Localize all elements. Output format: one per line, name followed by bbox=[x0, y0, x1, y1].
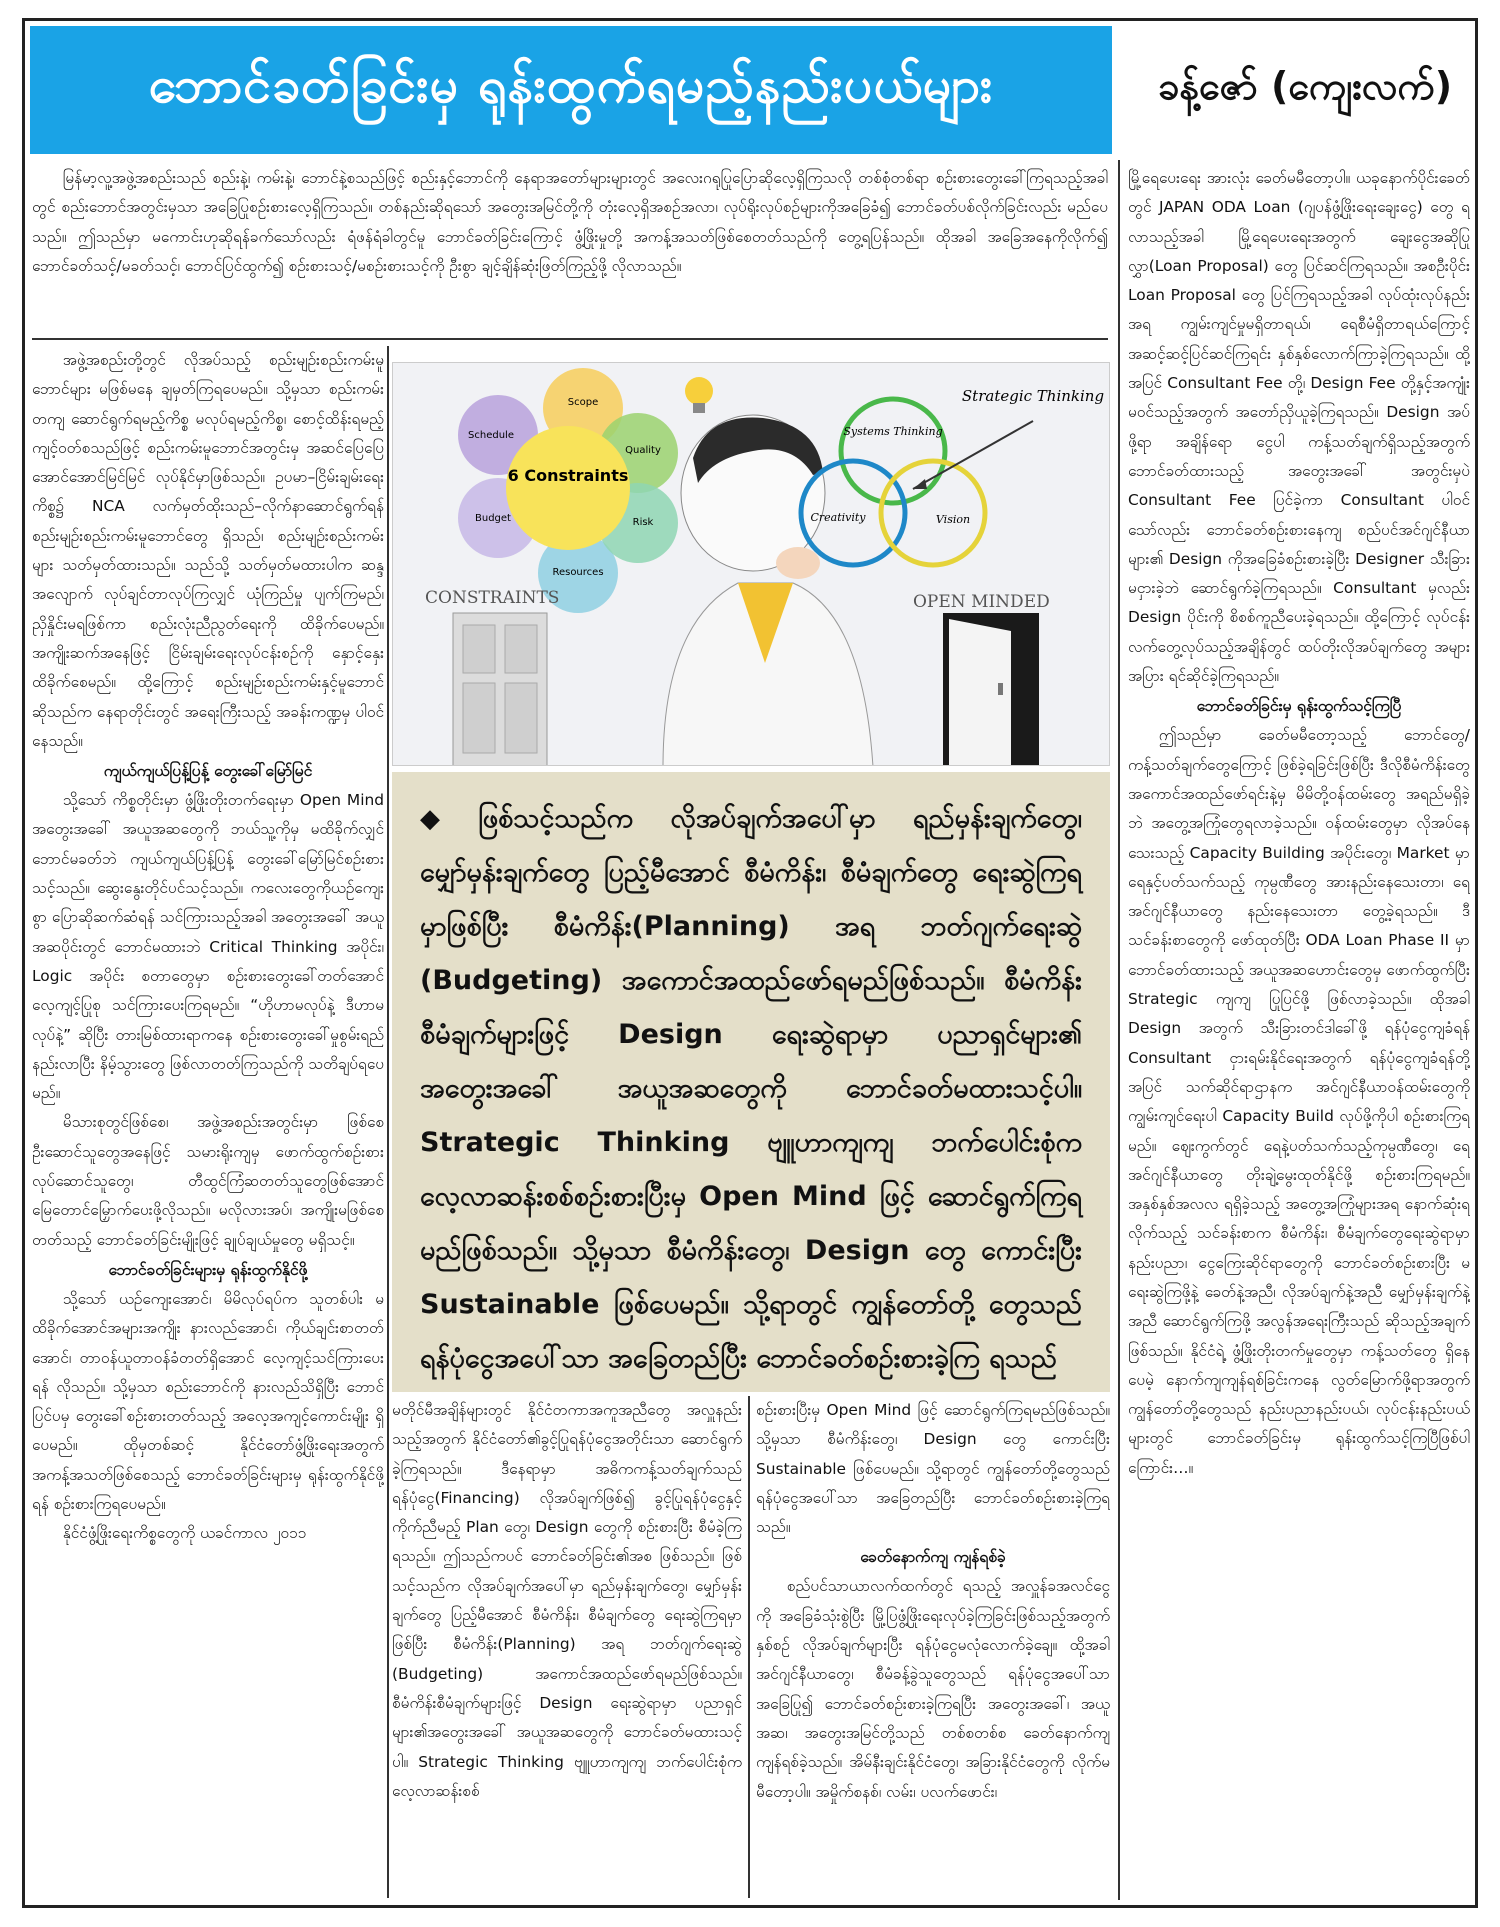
diamond-bullet-icon: ◆ bbox=[420, 804, 469, 834]
column-divider-2 bbox=[748, 1396, 750, 1898]
constraints-center-label: 6 Constraints bbox=[507, 466, 629, 485]
col2-para: မတိုင်မီအချိန်များတွင် နိုင်ငံတကာအကူအညီတွေ အလှူနည်းသည့်အတွက် နိုင်ငံတော်၏ခွင့်ပြုရန်ပုံငွေအတိုင်းသာ ဆောင်ရွက်ခဲ့ကြရသည်။ ဒီနေရာမှာ အဓိကကန့်သတ်ချက်သည် ရန်ပုံငွေ(Financing) လိုအပ်ချက်ဖြစ်၍ ခွင့်ပြုရန်ပုံငွေနှင့် ကိုက်ညီမည့် Plan တွေ၊ Design တွေကို စဉ်းစားပြီး စီမံခဲ့ကြရသည်။ ဤသည်ကပင် ဘောင်ခတ်ခြင်း၏အစ ဖြစ်သည်။ ဖြစ်သင့်သည်က လိုအပ်ချက်အပေါ်မှာ ရည်မှန်းချက်တွေ၊ မျှော်မှန်းချက်တွေ ပြည့်မီအောင် စီမံကိန်း၊ စီမံချက်တွေ ရေးဆွဲကြရမှာဖြစ်ပြီး စီမံကိန်း(Planning) အရ ဘတ်ဂျက်ရေးဆွဲ (Budgeting) အကောင်အထည်ဖော်ရမည်ဖြစ်သည်။ စီမံကိန်းစီမံချက်များဖြင့် Design ရေးဆွဲရာမှာ ပညာရှင်များ၏အတွေးအခေါ် အယူအဆတွေကို ဘောင်ခတ်မထားသင့်ပါ။ Strategic Thinking ဗျူဟာကျကျ ဘက်ပေါင်းစုံက လေ့လာဆန်းစစ် bbox=[392, 1401, 742, 1800]
petal-label: Scope bbox=[567, 397, 599, 408]
petal-label: Resources bbox=[552, 567, 604, 578]
closed-door bbox=[453, 613, 547, 766]
column-4 bbox=[1128, 164, 1470, 1898]
column-divider-1 bbox=[387, 346, 389, 1898]
column-1 bbox=[32, 346, 384, 1898]
lead-divider bbox=[32, 338, 1108, 340]
col3-para: စည်ပင်သာယာလက်ထက်တွင် ရသည့် အလှူန်ခအလင်ငွေကို အခြေခံသုံးစွဲပြီး မြို့ပြဖွံ့ဖြိုးရေးလုပ်ခဲ့ကြခြင်းဖြစ်သည့်အတွက် နှစ်စဉ် လိုအပ်ချက်များပြီး ရန်ပုံငွေမလုံလောက်ခဲ့ချေ။ ထို့အခါ အင်ဂျင်နီယာတွေ၊ စီမံခန့်ခွဲသူတွေသည် ရန်ပုံငွေအပေါ်သာအခြေပြု၍ ဘောင်ခတ်စဉ်းစားခဲ့ကြရပြီး အတွေးအခေါ်၊ အယူအဆ၊ အတွေးအမြင်တို့သည် တစ်စတစ်စ ခေတ်နောက်ကျ ကျန်ရစ်ခဲ့သည်။ အိမ်နီးချင်းနိုင်ငံတွေ၊ အခြားနိုင်ငံတွေကို လိုက်မမီတော့ပါ။ အမှိုက်စနစ်၊ လမ်း၊ ပလက်ဖောင်း၊ bbox=[756, 1577, 1110, 1801]
col1-para: မိသားစုတွင်ဖြစ်စေ၊ အဖွဲ့အစည်းအတွင်းမှာ ဖြစ်စေ ဦးဆောင်သူတွေအနေဖြင့် သမားရိုးကျမှ ဖောက်ထွက်စဉ်းစားလုပ်ဆောင်သူတွေ၊ တီထွင်ကြံဆတတ်သူတွေဖြစ်အောင် မြေတောင်မြှောက်ပေးဖို့လိုသည်။ မလိုလားအပ်၊ အကျိုးမဖြစ်စေတတ်သည့် ဘောင်ခတ်ခြင်းမျိုးဖြင့် ချုပ်ချယ်မှုတွေ မရှိသင့်။ bbox=[32, 1113, 384, 1249]
pull-quote bbox=[392, 772, 1110, 1392]
petal-label: Budget bbox=[475, 513, 511, 524]
col1-para: အဖွဲ့အစည်းတို့တွင် လိုအပ်သည့် စည်းမျဉ်းစည်းကမ်းမူဘောင်များ မဖြစ်မနေ ချမှတ်ကြရပေမည်။ သို့မှသာ စည်းကမ်းတကျ ဆောင်ရွက်ရမည့်ကိစ္စ မလုပ်ရမည့်ကိစ္စ၊ စောင့်ထိန်းရမည့်ကျင့်ဝတ်စသည်ဖြင့် စည်းကမ်းမူဘောင်အတွင်းမှ အဆင်ပြေပြေ အောင်အောင်မြင်မြင် လုပ်နိုင်မှာဖြစ်သည်။ ဥပမာ–ငြိမ်းချမ်းရေးကိစ္စ၌ NCA လက်မှတ်ထိုးသည်–လိုက်နာဆောင်ရွက်ရန် စည်းမျဉ်းစည်းကမ်းမူဘောင်တွေ ရှိသည်၊ စည်းမျဉ်းစည်းကမ်းများ သတ်မှတ်ထားသည်။ သည်သို့ သတ်မှတ်မထားပါက ဆန္ဒအလျောက် လုပ်ချင်တာလုပ်ကြလျှင် ယုံကြည်မှု ပျက်ကြမည်၊ ညှိနှိုင်းမရဖြစ်ကာ စည်းလုံးညီညွတ်ရေးကို ထိခိုက်ပေမည်။ အကျိုးဆက်အနေဖြင့် ငြိမ်းချမ်းရေးလုပ်ငန်းစဉ်ကို နှောင့်နှေးထိခိုက်စေမည်။ ထို့ကြောင့် စည်းမျဉ်းစည်းကမ်းနှင့်မူဘောင်ဆိုသည်က နေရာတိုင်းတွင် အရေးကြီးသည့် အခန်းကဏ္ဍမှ ပါဝင်နေသည်။ bbox=[32, 351, 384, 750]
systems-label: Systems Thinking bbox=[843, 425, 943, 438]
col1-para: သို့သော် ယဉ်ကျေးအောင်၊ မိမိလုပ်ရပ်က သူတစ်ပါး မထိခိုက်အောင်အများအကျိုး နားလည်အောင်၊ ကိုယ်ချင်းစာတတ်အောင်၊ တာဝန်ယူတာဝန်ခံတတ်ရှိအောင် လေ့ကျင့်သင်ကြားပေးရန် လိုသည်။ သို့မှသာ စည်းဘောင်ကို နားလည်သိရှိပြီး ဘောင်ပြင်ပမှ တွေးခေါ်စဉ်းစားတတ်သည့် အလေ့အကျင့်ကောင်းမျိုး ရှိပေမည်။ ထိုမှတစ်ဆင့် နိုင်ငံတော်ဖွံ့ဖြိုးရေးအတွက် အကန့်အသတ်ဖြစ်စေသည့် ဘောင်ခတ်ခြင်းများမှ ရုန်းထွက်နိုင်ဖို့ရန် စဉ်းစားကြရပေမည်။ bbox=[32, 1289, 384, 1513]
petal-label: Quality bbox=[625, 445, 661, 456]
strategic-label: Strategic Thinking bbox=[961, 387, 1105, 405]
illustration bbox=[392, 362, 1110, 766]
column-3 bbox=[756, 1396, 1110, 1898]
petal-label: Schedule bbox=[468, 430, 514, 441]
illustration-svg bbox=[393, 363, 1110, 766]
col1-subheading: ကျယ်ကျယ်ပြန့်ပြန့် တွေးခေါ်မြော်မြင် bbox=[103, 762, 313, 781]
creativity-label: Creativity bbox=[810, 511, 866, 524]
col1-para: နိုင်ငံဖွံ့ဖြိုးရေးကိစ္စတွေကို ယခင်ကာလ ၂၀၁၁ bbox=[62, 1524, 307, 1543]
headline-banner bbox=[30, 26, 1112, 154]
vision-label: Vision bbox=[935, 513, 971, 526]
lead-paragraph bbox=[32, 164, 1108, 332]
column-2 bbox=[392, 1396, 742, 1898]
col1-para: သို့သော် ကိစ္စတိုင်းမှာ ဖွံ့ဖြိုးတိုးတက်ရေးမှာ Open Mind အတွေးအခေါ် အယူအဆတွေကို ဘယ်သူ့ကိုမှ မထိခိုက်လျှင် ဘောင်မခတ်ဘဲ ကျယ်ကျယ်ပြန့်ပြန့် တွေးခေါ်မြော်မြင်စဉ်းစားသင့်သည်။ ဆွေးနွေးတိုင်ပင်သင့်သည်။ ကလေးတွေကိုယဉ်ကျေးစွာ ပြောဆိုဆက်ဆံရန် သင်ကြားသည့်အခါ အတွေးအခေါ် အယူအဆပိုင်းတွင် ဘောင်မထားဘဲ Critical Thinking အပိုင်း၊ Logic အပိုင်း စတာတွေမှာ စဉ်းစားတွေးခေါ်တတ်အောင် လေ့ကျင့်ပြုစု သင်ကြားပေးကြရမည်။ “ဟိုဟာမလုပ်နဲ့ ဒီဟာမလုပ်နဲ့” ဆိုပြီး တားမြစ်ထားရာကနေ စဉ်းစားတွေးခေါ်မှုစွမ်းရည် နည်းလာပြီး နိမ့်သွားတွေ ဖြစ်လာတတ်ကြသည်ကို သတိချပ်ရပေမည်။ bbox=[32, 791, 384, 1103]
open-door bbox=[943, 613, 1039, 766]
open-minded-label: OPEN MINDED bbox=[913, 592, 1050, 612]
col3-subheading: ခေတ်နောက်ကျ ကျန်ရစ်ခဲ့ bbox=[860, 1548, 1006, 1567]
col1-subheading: ဘောင်ခတ်ခြင်းများမှ ရုန်းထွက်နိုင်ဖို့ bbox=[108, 1260, 308, 1279]
lead-text: မြန်မာ့လူ့အဖွဲ့အစည်းသည် စည်းနဲ့၊ ကမ်းနဲ့၊ ဘောင်နဲ့စသည်ဖြင့် စည်းနှင့်ဘောင်ကို နေရာအတော်များများတွင် အလေးဂရုပြုပြောဆိုလေ့ရှိကြသလို တစ်စုံတစ်ရာ စဉ်းစားတွေးခေါ်ကြရသည့်အခါတွင် စည်းဘောင်အတွင်းမှသာ အခြေပြုစဉ်းစားလေ့ရှိကြသည်။ တစ်နည်းဆိုရသော် အတွေးအမြင်တို့ကို တုံးလေ့ရှိအစဉ်အလာ၊ လုပ်ရိုးလုပ်စဉ်များကိုအခြေခံ၍ ဘောင်ခတ်ပစ်လိုက်ခြင်းလည်း မည်ပေသည်။ ဤသည်မှာ မကောင်းဟုဆိုရန်ခက်သော်လည်း ရံဖန်ရံခါတွင်မူ ဘောင်ခတ်ခြင်းကြောင့် ဖွံ့ဖြိုးမှုတို့ အကန့်အသတ်ဖြစ်စေတတ်သည်ကို တွေ့ရပြန်သည်။ ထိုအခါ အခြေအနေကိုလိုက်၍ ဘောင်ခတ်သင့်/မခတ်သင့်၊ ဘောင်ပြင်ထွက်၍ စဉ်းစားသင့်/မစဉ်းစားသင့်ကို ဦးစွာ ချင့်ချိန်ဆုံးဖြတ်ကြည့်ဖို့ လိုလာသည်။ bbox=[32, 169, 1108, 275]
col4-para: ဤသည်မှာ ခေတ်မမီတော့သည့် ဘောင်တွေ/ ကန့်သတ်ချက်တွေကြောင့် ဖြစ်ခဲ့ရခြင်းဖြစ်ပြီး ဒီလိုစီမံကိန်းတွေ အကောင်အထည်ဖော်ရင်းနဲ့မှ မိမိတို့ဝန်ထမ်းတွေ အရည်မရှိခဲ့ဘဲ အတွေ့အကြုံတွေရလာခဲ့သည်။ ဝန်ထမ်းတွေမှာ လိုအပ်နေသေးသည့် Capacity Building အပိုင်းတွေ၊ Market မှာရေနှင့်ပတ်သက်သည့် ကုမ္ပဏီတွေ အားနည်းနေသေးတာ၊ ရေအင်ဂျင်နီယာတွေ နည်းနေသေးတာ တွေ့ခဲ့ရသည်။ ဒီသင်ခန်းစာတွေကို ဖော်ထုတ်ပြီး ODA Loan Phase II မှာ ဘောင်ခတ်ထားသည့် အယူအဆဟောင်းတွေမှ ဖောက်ထွက်ပြီး Strategic ကျကျ ပြုပြင်ဖို့ ဖြစ်လာခဲ့သည်။ ထိုအခါ Design အတွက် သီးခြားတင်ဒါခေါ်ဖို့ ရန်ပုံငွေကျခံရန် Consultant ငှားရမ်းနိုင်ရေးအတွက် ရန်ပုံငွေကျခံရန်တို့အပြင် သက်ဆိုင်ရာဌာနက အင်ဂျင်နီယာဝန်ထမ်းတွေကို ကျွမ်းကျင်ရေးပါ Capacity Build လုပ်ဖို့ကိုပါ စဉ်းစားကြရမည်။ ဈေးကွက်တွင် ရေနဲ့ပတ်သက်သည့်ကုမ္ပဏီတွေ၊ ရေအင်ဂျင်နီယာတွေ တိုးချဲ့မွေးထုတ်နိုင်ဖို့ စဉ်းစားကြရမည်။ အနှစ်နှစ်အလလ ရရှိခဲ့သည့် အတွေ့အကြုံများအရ နောက်ဆုံးရလိုက်သည့် သင်ခန်းစာက စီမံကိန်း၊ စီမံချက်တွေရေးဆွဲရာမှာ နည်းပညာ၊ ငွေကြေးဆိုင်ရာတွေကို ဘောင်ခတ်စဉ်းစားပြီး မရေးဆွဲကြဖို့နဲ့ ခေတ်နဲ့အညီ၊ လိုအပ်ချက်နဲ့အညီ မျှော်မှန်းချက်နဲ့အညီ ဆောင်ရွက်ကြဖို့ အလွန်အရေးကြီးသည် ဆိုသည့်အချက်ဖြစ်သည်။ နိုင်ငံရဲ့ ဖွံ့ဖြိုးတိုးတက်မှုတွေမှာ ကန့်သတ်တွေ ရှိနေပေမဲ့ နောက်ကျကျန်ရစ်ခြင်းကနေ လွတ်မြောက်ဖို့ရာအတွက် ကျွန်တော်တို့တွေသည် နည်းပညာနည်းပယ်၊ လုပ်ငန်းနည်းပယ်များတွင် ဘောင်ခတ်ခြင်းမှ ရုန်းထွက်သင့်ကြပြီဖြစ်ပါကြောင်း…။ bbox=[1128, 726, 1470, 1477]
pull-quote-text bbox=[420, 792, 1082, 1386]
col4-subheading: ဘောင်ခတ်ခြင်းမှ ရုန်းထွက်သင့်ကြပြီ bbox=[1196, 697, 1402, 716]
column-divider-right bbox=[1118, 160, 1120, 1900]
headline: ဘောင်ခတ်ခြင်းမှ ရုန်းထွက်ရမည့်နည်းပယ်များ bbox=[148, 55, 994, 114]
col4-para: မြို့ရေပေးရေး အားလုံး ခေတ်မမီတော့ပါ။ ယခုနောက်ပိုင်းခေတ်တွင် JAPAN ODA Loan (ဂျပန်ဖွံ့ဖြိုးရေးချေးငွေ) တွေ ရလာသည့်အခါ မြို့ရေပေးရေးအတွက် ချေးငွေအဆိုပြုလွှာ(Loan Proposal) တွေ ပြင်ဆင်ကြရသည်။ အစဦးပိုင်း Loan Proposal တွေ ပြင်ကြရသည့်အခါ လုပ်ထုံးလုပ်နည်းအရ ကျွမ်းကျင်မှုမရှိတာရယ်၊ ရေစီမံရှိတာရယ်ကြောင့် အဆင့်ဆင့်ပြင်ဆင်ကြရင်း နှစ်နှစ်လောက်ကြာခဲ့ကြရသည်။ ထို့အပြင် Consultant Fee တို့၊ Design Fee တို့နှင့်အကျုံးမဝင်သည့်အတွက် အတော်ညှိယူခဲ့ကြရသည်။ Design အပ်ဖို့ရာ အချိန်ရော ငွေပါ ကန့်သတ်ချက်ရှိသည့်အတွက် ဘောင်ခတ်ထားသည့် အတွေးအခေါ် အတွင်းမှပဲ Consultant Fee ပြင်ခဲ့ကာ Consultant ပါဝင်သော်လည်း ဘောင်ခတ်စဉ်းစားနေကျ စည်ပင်အင်ဂျင်နီယာများ၏ Design ကိုအခြေခံစဉ်းစားခဲ့ပြီး Designer သီးခြားမငှားခဲ့ဘဲ ဆောင်ရွက်ခဲ့ကြရသည်။ Consultant မှလည်း Design ပိုင်းကို စိစစ်ကူညီပေးခဲ့ရသည်။ ထို့ကြောင့် လုပ်ငန်း လက်တွေ့လုပ်သည့်အချိန်တွင် ထပ်တိုးလိုအပ်ချက်တွေ အများအပြား ရင်ဆိုင်ခဲ့ကြရသည်။ bbox=[1128, 169, 1470, 686]
byline: ခန့်ဇော် (ကျေးလက်) bbox=[1157, 64, 1453, 108]
col3-para: စဉ်းစားပြီးမှ Open Mind ဖြင့် ဆောင်ရွက်ကြရမည်ဖြစ်သည်။ သို့မှသာ စီမံကိန်းတွေ၊ Design တွေ ကောင်းပြီး Sustainable ဖြစ်ပေမည်။ သို့ရာတွင် ကျွန်တော်တို့တွေသည် ရန်ပုံငွေအပေါ်သာ အခြေတည်ပြီး ဘောင်ခတ်စဉ်းစားခဲ့ကြရသည်။ bbox=[756, 1401, 1110, 1537]
constraints-label: CONSTRAINTS bbox=[425, 588, 560, 608]
petal-label: Risk bbox=[632, 517, 654, 528]
pull-quote-body: ဖြစ်သင့်သည်က လိုအပ်ချက်အပေါ်မှာ ရည်မှန်းချက်တွေ၊ မျှော်မှန်းချက်တွေ ပြည့်မီအောင် စီမံကိန်း၊ စီမံချက်တွေ ရေးဆွဲကြရမှာဖြစ်ပြီး စီမံကိန်း(Planning) အရ ဘတ်ဂျက်ရေးဆွဲ (Budgeting) အကောင်အထည်ဖော်ရမည်ဖြစ်သည်။ စီမံကိန်းစီမံချက်များဖြင့် Design ရေးဆွဲရာမှာ ပညာရှင်များ၏ အတွေးအခေါ် အယူအဆတွေကို ဘောင်ခတ်မထားသင့်ပါ။ Strategic Thinking ဗျူဟာကျကျ ဘက်ပေါင်းစုံက လေ့လာဆန်းစစ်စဉ်းစားပြီးမှ Open Mind ဖြင့် ဆောင်ရွက်ကြရမည်ဖြစ်သည်။ သို့မှသာ စီမံကိန်းတွေ၊ Design တွေ ကောင်းပြီး Sustainable ဖြစ်ပေမည်။ သို့ရာတွင် ကျွန်တော်တို့ တွေသည် ရန်ပုံငွေအပေါ်သာ အခြေတည်ပြီး ဘောင်ခတ်စဉ်းစားခဲ့ကြ ရသည် bbox=[420, 803, 1082, 1374]
